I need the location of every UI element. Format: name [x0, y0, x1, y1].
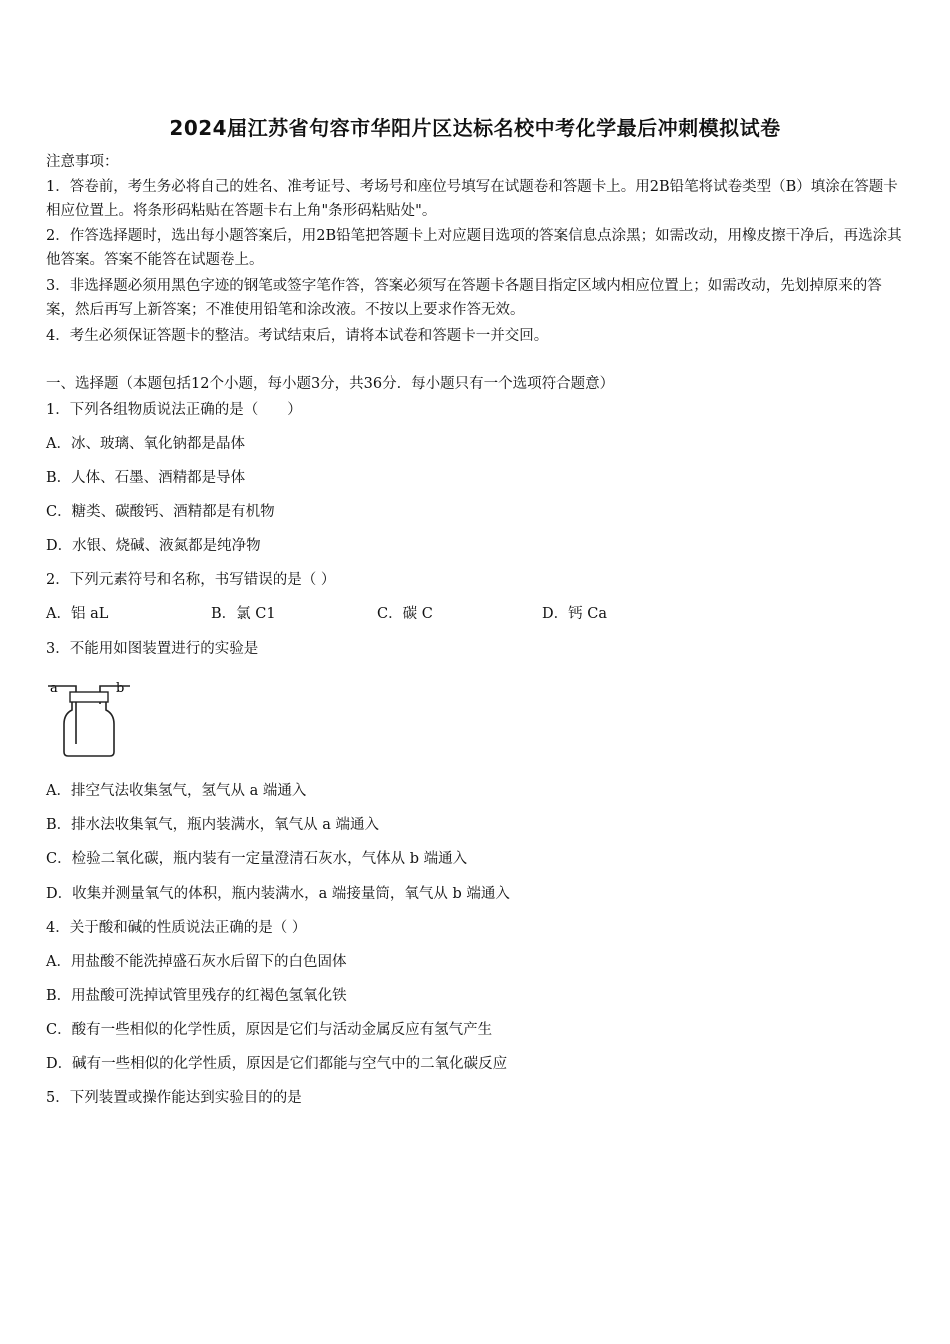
question-1-option-b: B．人体、石墨、酒精都是导体	[46, 470, 246, 486]
question-2-option-c: C．碳 C	[377, 606, 433, 622]
question-1-option-d: D．水银、烧碱、液氮都是纯净物	[46, 538, 261, 554]
page-title: 2024届江苏省句容市华阳片区达标名校中考化学最后冲刺模拟试卷	[169, 116, 781, 140]
question-2-stem: 2．下列元素符号和名称，书写错误的是（ ）	[46, 572, 336, 588]
question-2-option-a: A．铝 aL	[46, 606, 109, 622]
diagram-label-a: a	[50, 681, 58, 696]
question-2-option-b: B．氯 C1	[211, 606, 276, 622]
question-3-option-d: D．收集并测量氧气的体积，瓶内装满水，a 端接量筒，氧气从 b 端通入	[46, 886, 510, 902]
question-3-stem: 3．不能用如图装置进行的实验是	[46, 641, 259, 657]
bottle	[64, 702, 114, 756]
question-4-option-d: D．碱有一些相似的化学性质，原因是它们都能与空气中的二氧化碳反应	[46, 1056, 508, 1072]
diagram-label-b: b	[116, 681, 125, 696]
notice-item-2: 2．作答选择题时，选出每小题答案后，用2B铅笔把答题卡上对应题目选项的答案信息点涂黑；如需改动，用橡皮擦干净后，再选涂其他答案。答案不能答在试题卷上。	[46, 228, 902, 268]
question-3-option-c: C．检验二氧化碳，瓶内装有一定量澄清石灰水，气体从 b 端通入	[46, 851, 468, 867]
question-4-option-a: A．用盐酸不能洗掉盛石灰水后留下的白色固体	[46, 954, 347, 970]
question-1-option-c: C．糖类、碳酸钙、酒精都是有机物	[46, 504, 275, 520]
gas-bottle-diagram	[46, 672, 136, 758]
question-3-option-b: B．排水法收集氧气，瓶内装满水，氧气从 a 端通入	[46, 817, 380, 833]
stopper	[70, 692, 108, 702]
section-heading: 一、选择题（本题包括12个小题，每小题3分，共36分．每小题只有一个选项符合题意）	[46, 376, 615, 392]
notice-heading: 注意事项：	[46, 154, 119, 170]
question-1-option-a: A．冰、玻璃、氧化钠都是晶体	[46, 436, 245, 452]
question-5-stem: 5．下列装置或操作能达到实验目的的是	[46, 1090, 302, 1106]
question-2-option-d: D．钙 Ca	[542, 606, 607, 622]
question-4-stem: 4．关于酸和碱的性质说法正确的是（ ）	[46, 920, 307, 936]
notice-item-4: 4．考生必须保证答题卡的整洁。考试结束后，请将本试卷和答题卡一并交回。	[46, 328, 549, 344]
question-4-option-c: C．酸有一些相似的化学性质，原因是它们与活动金属反应有氢气产生	[46, 1022, 493, 1038]
question-1-stem: 1．下列各组物质说法正确的是（ ）	[46, 402, 302, 418]
notice-item-1: 1．答卷前，考生务必将自己的姓名、准考证号、考场号和座位号填写在试题卷和答题卡上。用2B铅笔将试卷类型（B）填涂在答题卡相应位置上。将条形码粘贴在答题卡右上角"条形码粘贴处"。	[46, 179, 898, 219]
notice-item-3: 3．非选择题必须用黑色字迹的钢笔或签字笔作答，答案必须写在答题卡各题目指定区域内相应位置上；如需改动，先划掉原来的答案，然后再写上新答案；不准使用铅笔和涂改液。不按以上要求作答无效。	[46, 278, 882, 318]
question-3-option-a: A．排空气法收集氢气，氢气从 a 端通入	[46, 783, 307, 799]
question-4-option-b: B．用盐酸可洗掉试管里残存的红褐色氢氧化铁	[46, 988, 347, 1004]
